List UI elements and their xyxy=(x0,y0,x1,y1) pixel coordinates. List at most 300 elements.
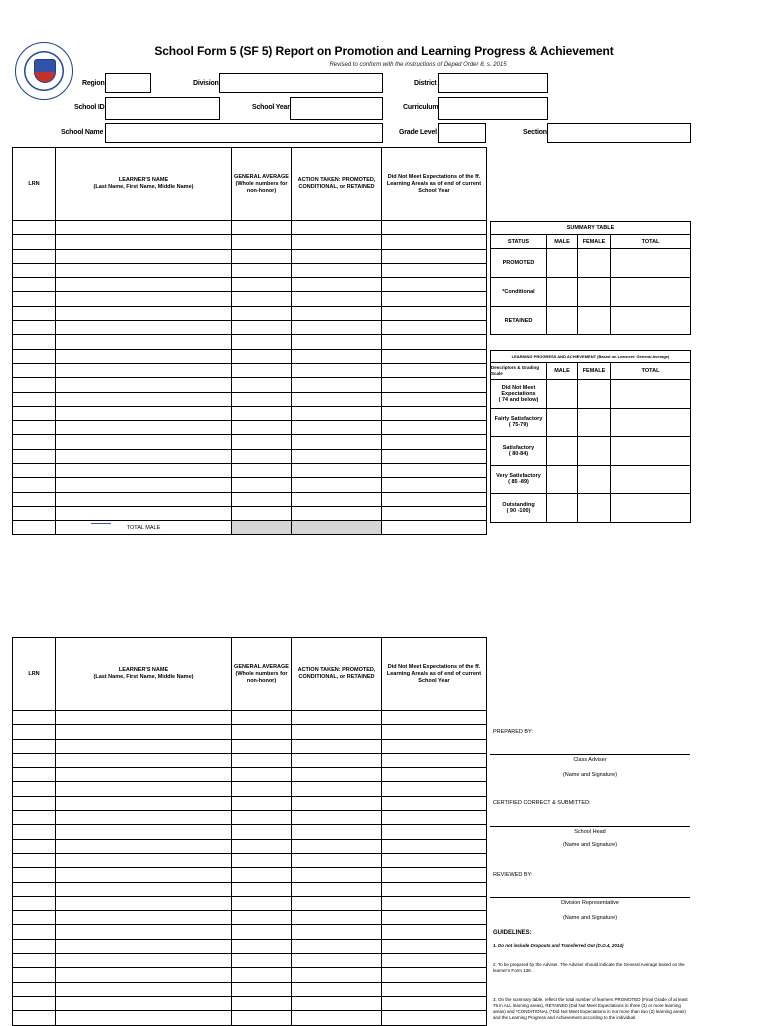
table-cell[interactable] xyxy=(56,378,232,392)
table-cell[interactable] xyxy=(13,925,56,939)
table-cell[interactable] xyxy=(13,363,56,377)
table-cell[interactable] xyxy=(382,1011,487,1025)
rep-signature-line[interactable] xyxy=(490,897,690,898)
table-cell[interactable] xyxy=(56,449,232,463)
table-cell[interactable] xyxy=(292,796,382,810)
table-cell[interactable] xyxy=(56,335,232,349)
table-cell[interactable] xyxy=(292,825,382,839)
table-cell[interactable] xyxy=(232,235,292,249)
table-cell[interactable] xyxy=(232,911,292,925)
summary-cell[interactable] xyxy=(547,249,578,278)
table-cell[interactable] xyxy=(382,292,487,306)
table-cell[interactable] xyxy=(13,249,56,263)
table-cell[interactable] xyxy=(382,739,487,753)
table-cell[interactable] xyxy=(13,1011,56,1025)
table-cell[interactable] xyxy=(232,449,292,463)
summary-row-promoted: PROMOTED xyxy=(491,249,547,278)
table-cell[interactable] xyxy=(56,882,232,896)
progress-title: LEARNING PROGRESS AND ACHIEVEMENT (Based on Learners' General Average) xyxy=(491,351,691,363)
table-cell[interactable] xyxy=(382,982,487,996)
table-cell[interactable] xyxy=(56,954,232,968)
table-cell[interactable] xyxy=(292,711,382,725)
table-cell[interactable] xyxy=(382,435,487,449)
table-cell[interactable] xyxy=(382,406,487,420)
table-cell[interactable] xyxy=(56,363,232,377)
table-cell[interactable] xyxy=(292,406,382,420)
table-cell[interactable] xyxy=(382,954,487,968)
adviser-signature-line[interactable] xyxy=(490,754,690,755)
table-cell[interactable] xyxy=(13,882,56,896)
summary-cell[interactable] xyxy=(547,307,578,335)
table-cell[interactable] xyxy=(232,406,292,420)
table-cell[interactable] xyxy=(292,811,382,825)
table-row xyxy=(13,506,487,520)
region-field[interactable] xyxy=(105,73,151,93)
table-cell[interactable] xyxy=(232,378,292,392)
table-cell[interactable] xyxy=(382,421,487,435)
table-cell[interactable] xyxy=(56,868,232,882)
table-cell[interactable] xyxy=(292,363,382,377)
table-cell[interactable] xyxy=(382,392,487,406)
table-cell[interactable] xyxy=(232,711,292,725)
table-cell[interactable] xyxy=(232,954,292,968)
table-cell[interactable] xyxy=(56,292,232,306)
table-cell[interactable] xyxy=(382,249,487,263)
col-learner-name-text: LEARNER'S NAME (Last Name, First Name, Middle Name) xyxy=(93,667,194,680)
table-cell[interactable] xyxy=(382,853,487,867)
table-cell[interactable] xyxy=(232,321,292,335)
table-cell[interactable] xyxy=(56,796,232,810)
progress-descriptor xyxy=(491,380,547,409)
table-cell[interactable] xyxy=(232,796,292,810)
table-cell[interactable] xyxy=(292,882,382,896)
grade-level-field[interactable] xyxy=(438,123,486,143)
summary-cell[interactable] xyxy=(611,249,691,278)
division-label: Division xyxy=(193,80,219,87)
table-cell[interactable] xyxy=(232,292,292,306)
table-cell[interactable] xyxy=(292,235,382,249)
table-row xyxy=(13,1011,487,1025)
table-cell[interactable] xyxy=(56,968,232,982)
table-cell[interactable] xyxy=(292,378,382,392)
progress-cell[interactable] xyxy=(578,437,611,466)
table-cell[interactable] xyxy=(232,263,292,277)
table-cell[interactable] xyxy=(292,1011,382,1025)
table-cell[interactable] xyxy=(13,435,56,449)
table-cell[interactable] xyxy=(382,506,487,520)
table-cell[interactable] xyxy=(292,753,382,767)
table-cell[interactable] xyxy=(292,768,382,782)
table-cell[interactable] xyxy=(292,725,382,739)
progress-row xyxy=(491,494,691,523)
table-cell[interactable] xyxy=(292,982,382,996)
table-cell[interactable] xyxy=(56,896,232,910)
table-cell[interactable] xyxy=(292,996,382,1010)
school-id-field[interactable] xyxy=(105,97,220,120)
table-row xyxy=(13,982,487,996)
table-cell[interactable] xyxy=(232,882,292,896)
table-cell[interactable] xyxy=(292,421,382,435)
progress-descriptor xyxy=(491,408,547,437)
progress-cell[interactable] xyxy=(578,408,611,437)
table-cell[interactable] xyxy=(56,925,232,939)
table-cell[interactable] xyxy=(382,711,487,725)
table-cell[interactable] xyxy=(13,292,56,306)
table-cell[interactable] xyxy=(232,725,292,739)
table-cell[interactable] xyxy=(382,811,487,825)
table-cell[interactable] xyxy=(13,492,56,506)
district-field[interactable] xyxy=(438,73,548,93)
table-cell[interactable] xyxy=(13,449,56,463)
table-row xyxy=(13,235,487,249)
table-cell[interactable] xyxy=(56,421,232,435)
table-cell[interactable] xyxy=(382,782,487,796)
table-cell[interactable] xyxy=(292,782,382,796)
table-cell[interactable] xyxy=(232,464,292,478)
table-cell[interactable] xyxy=(232,982,292,996)
table-cell[interactable] xyxy=(56,768,232,782)
table-cell[interactable] xyxy=(13,868,56,882)
table-cell[interactable] xyxy=(232,868,292,882)
summary-cell[interactable] xyxy=(578,249,611,278)
table-cell[interactable] xyxy=(56,825,232,839)
table-cell[interactable] xyxy=(382,306,487,320)
progress-cell[interactable] xyxy=(611,494,691,523)
table-cell[interactable] xyxy=(292,306,382,320)
table-cell[interactable] xyxy=(13,478,56,492)
school-year-field[interactable] xyxy=(290,97,383,120)
table-cell[interactable] xyxy=(292,321,382,335)
table-cell[interactable] xyxy=(13,263,56,277)
summary-cell[interactable] xyxy=(578,307,611,335)
table-cell[interactable] xyxy=(13,335,56,349)
summary-col-female: FEMALE xyxy=(578,235,611,249)
table-cell[interactable] xyxy=(292,349,382,363)
table-cell[interactable] xyxy=(56,839,232,853)
table-cell[interactable] xyxy=(232,1011,292,1025)
table-cell[interactable] xyxy=(56,306,232,320)
table-cell[interactable] xyxy=(232,492,292,506)
table-cell[interactable] xyxy=(56,939,232,953)
table-cell[interactable] xyxy=(382,939,487,953)
progress-cell[interactable] xyxy=(578,494,611,523)
table-cell[interactable] xyxy=(292,939,382,953)
table-cell[interactable] xyxy=(232,925,292,939)
table-cell[interactable] xyxy=(13,278,56,292)
table-cell[interactable] xyxy=(13,306,56,320)
table-cell[interactable] xyxy=(56,435,232,449)
table-cell[interactable] xyxy=(292,896,382,910)
table-cell[interactable] xyxy=(232,435,292,449)
table-cell[interactable] xyxy=(13,235,56,249)
progress-cell[interactable] xyxy=(547,437,578,466)
table-cell[interactable] xyxy=(56,392,232,406)
table-cell[interactable] xyxy=(13,753,56,767)
table-cell[interactable] xyxy=(382,335,487,349)
table-cell[interactable] xyxy=(13,321,56,335)
table-cell[interactable] xyxy=(232,363,292,377)
descriptor-name: Did Not Meet Expectations xyxy=(501,384,536,397)
table-cell[interactable] xyxy=(382,725,487,739)
table-cell[interactable] xyxy=(13,221,56,235)
table-cell[interactable] xyxy=(56,492,232,506)
table-cell[interactable] xyxy=(292,954,382,968)
table-cell[interactable] xyxy=(232,753,292,767)
table-cell[interactable] xyxy=(13,406,56,420)
table-cell[interactable] xyxy=(292,292,382,306)
table-cell[interactable] xyxy=(13,768,56,782)
table-cell[interactable] xyxy=(232,853,292,867)
summary-col-status: STATUS xyxy=(491,235,547,249)
table-cell[interactable] xyxy=(56,996,232,1010)
table-cell[interactable] xyxy=(292,968,382,982)
progress-row xyxy=(491,408,691,437)
guideline-2: 2. To be prepared by the Adviser. The Adviser should indicate the General Average based on the learner's Form 138. xyxy=(493,962,685,973)
table-cell[interactable] xyxy=(382,839,487,853)
table-cell[interactable] xyxy=(382,492,487,506)
guideline-1: 1. Do not include Dropouts and Transferred Out (D.O.4, 2014) xyxy=(493,943,624,948)
section-field[interactable] xyxy=(547,123,691,143)
region-label: Region xyxy=(82,80,105,87)
table-cell[interactable] xyxy=(56,278,232,292)
table-cell[interactable] xyxy=(232,996,292,1010)
table-cell[interactable] xyxy=(382,349,487,363)
table-cell[interactable] xyxy=(292,492,382,506)
table-cell[interactable] xyxy=(382,911,487,925)
table-cell[interactable] xyxy=(232,768,292,782)
table-cell[interactable] xyxy=(292,464,382,478)
table-row xyxy=(13,464,487,478)
table-cell[interactable] xyxy=(232,968,292,982)
table-cell[interactable] xyxy=(382,882,487,896)
table-cell[interactable] xyxy=(56,221,232,235)
table-cell[interactable] xyxy=(56,263,232,277)
table-cell[interactable] xyxy=(13,996,56,1010)
table-cell[interactable] xyxy=(382,278,487,292)
table-cell[interactable] xyxy=(13,464,56,478)
table-cell[interactable] xyxy=(56,321,232,335)
table-cell[interactable] xyxy=(13,911,56,925)
table-cell[interactable] xyxy=(232,349,292,363)
table-cell[interactable] xyxy=(56,811,232,825)
table-cell[interactable] xyxy=(56,1011,232,1025)
table-cell[interactable] xyxy=(292,868,382,882)
table-cell[interactable] xyxy=(292,911,382,925)
form-title: School Form 5 (SF 5) Report on Promotion and Learning Progress & Achievement xyxy=(154,44,614,58)
table-cell[interactable] xyxy=(382,825,487,839)
table-cell[interactable] xyxy=(13,725,56,739)
table-cell[interactable] xyxy=(232,221,292,235)
table-cell[interactable] xyxy=(232,335,292,349)
reviewed-by-label: REVIEWED BY: xyxy=(493,872,533,878)
table-cell[interactable] xyxy=(13,739,56,753)
head-name-sig: (Name and Signature) xyxy=(562,842,618,848)
progress-cell[interactable] xyxy=(578,465,611,494)
table-cell[interactable] xyxy=(13,968,56,982)
table-cell[interactable] xyxy=(232,825,292,839)
descriptor-name: Very Satisfactory xyxy=(496,473,541,480)
table-cell[interactable] xyxy=(382,478,487,492)
table-cell[interactable] xyxy=(382,968,487,982)
col-action-taken: ACTION TAKEN: PROMOTED, CONDITIONAL, or RETAINED xyxy=(292,148,382,221)
table-cell[interactable] xyxy=(13,421,56,435)
rep-name-sig: (Name and Signature) xyxy=(562,915,618,921)
table-cell[interactable] xyxy=(56,249,232,263)
table-cell[interactable] xyxy=(232,306,292,320)
table-cell[interactable] xyxy=(232,782,292,796)
table-cell[interactable] xyxy=(13,782,56,796)
progress-cell[interactable] xyxy=(547,380,578,409)
table-row xyxy=(13,249,487,263)
table-row xyxy=(13,435,487,449)
table-cell[interactable] xyxy=(292,335,382,349)
descriptor-name: Fairly Satisfactory xyxy=(494,416,543,423)
total-underline xyxy=(91,523,111,524)
table-cell[interactable] xyxy=(56,406,232,420)
table-cell[interactable] xyxy=(13,839,56,853)
section-label: Section xyxy=(523,129,547,136)
table-cell[interactable] xyxy=(292,449,382,463)
guideline-3: 3. On the summary table, reflect the total number of learners PROMOTED (Final Grade of at least 75 in ALL learning areas), RETAINED (Did Not Meet Expectations in three (3) or more learning areas) and *CONDITIONAL (*Did Not Meet Expectations in not more than two (2) learning areas) and the Learning Progress and Achievement according to the individual xyxy=(493,997,688,1020)
certified-label: CERTIFIED CORRECT & SUBMITTED: xyxy=(493,800,591,806)
table-cell[interactable] xyxy=(292,478,382,492)
table-cell[interactable] xyxy=(13,811,56,825)
table-cell[interactable] xyxy=(56,853,232,867)
progress-row xyxy=(491,437,691,466)
table-cell[interactable] xyxy=(232,811,292,825)
table-cell[interactable] xyxy=(56,711,232,725)
progress-cell[interactable] xyxy=(611,437,691,466)
table-cell[interactable] xyxy=(56,753,232,767)
progress-cell[interactable] xyxy=(611,408,691,437)
table-cell[interactable] xyxy=(13,378,56,392)
table-cell[interactable] xyxy=(382,378,487,392)
table-cell[interactable] xyxy=(232,478,292,492)
table-cell[interactable] xyxy=(13,939,56,953)
prepared-by-label: PREPARED BY: xyxy=(493,729,533,735)
table-cell[interactable] xyxy=(292,435,382,449)
learner-table-top xyxy=(12,147,487,535)
progress-cell[interactable] xyxy=(611,380,691,409)
table-cell[interactable] xyxy=(292,506,382,520)
table-cell[interactable] xyxy=(56,782,232,796)
table-cell[interactable] xyxy=(382,796,487,810)
progress-cell[interactable] xyxy=(547,465,578,494)
table-cell[interactable] xyxy=(382,321,487,335)
table-cell[interactable] xyxy=(382,768,487,782)
table-cell[interactable] xyxy=(56,464,232,478)
table-cell[interactable] xyxy=(292,925,382,939)
table-cell[interactable] xyxy=(13,506,56,520)
table-cell[interactable] xyxy=(382,996,487,1010)
table-cell[interactable] xyxy=(292,739,382,753)
table-cell[interactable] xyxy=(56,349,232,363)
curriculum-field[interactable] xyxy=(438,97,548,120)
table-cell[interactable] xyxy=(13,349,56,363)
table-cell[interactable] xyxy=(56,478,232,492)
descriptor-name: Satisfactory xyxy=(502,444,535,451)
table-cell[interactable] xyxy=(292,278,382,292)
table-cell[interactable] xyxy=(382,235,487,249)
table-cell[interactable] xyxy=(232,839,292,853)
table-cell[interactable] xyxy=(382,464,487,478)
summary-cell[interactable] xyxy=(611,278,691,307)
table-cell[interactable] xyxy=(292,249,382,263)
curriculum-label: Curriculum xyxy=(403,104,439,111)
table-cell[interactable] xyxy=(56,506,232,520)
table-cell[interactable] xyxy=(232,421,292,435)
table-cell[interactable] xyxy=(382,753,487,767)
table-cell[interactable] xyxy=(232,278,292,292)
table-cell[interactable] xyxy=(56,982,232,996)
col-lrn: LRN xyxy=(13,638,56,711)
summary-row-conditional: *Conditional xyxy=(491,278,547,307)
table-cell[interactable] xyxy=(56,725,232,739)
table-cell[interactable] xyxy=(56,911,232,925)
table-cell[interactable] xyxy=(13,954,56,968)
table-row xyxy=(13,968,487,982)
summary-cell[interactable] xyxy=(547,278,578,307)
table-cell[interactable] xyxy=(13,392,56,406)
table-row xyxy=(13,954,487,968)
head-signature-line[interactable] xyxy=(490,826,690,827)
table-cell[interactable] xyxy=(382,868,487,882)
progress-descriptor xyxy=(491,465,547,494)
progress-cell[interactable] xyxy=(578,380,611,409)
summary-row-retained: RETAINED xyxy=(491,307,547,335)
table-cell[interactable] xyxy=(13,896,56,910)
division-field[interactable] xyxy=(219,73,383,93)
table-cell[interactable] xyxy=(292,221,382,235)
table-cell[interactable] xyxy=(13,982,56,996)
table-cell[interactable] xyxy=(382,925,487,939)
table-cell[interactable] xyxy=(382,363,487,377)
grade-level-label: Grade Level xyxy=(399,129,437,136)
table-cell[interactable] xyxy=(232,896,292,910)
progress-row xyxy=(491,380,691,409)
progress-cell[interactable] xyxy=(611,465,691,494)
table-cell[interactable] xyxy=(232,506,292,520)
table-cell[interactable] xyxy=(292,263,382,277)
table-cell[interactable] xyxy=(382,263,487,277)
table-cell[interactable] xyxy=(13,711,56,725)
table-cell[interactable] xyxy=(292,853,382,867)
table-cell[interactable] xyxy=(232,249,292,263)
table-row xyxy=(13,811,487,825)
summary-cell[interactable] xyxy=(578,278,611,307)
table-cell[interactable] xyxy=(56,739,232,753)
table-cell[interactable] xyxy=(232,739,292,753)
table-cell[interactable] xyxy=(292,839,382,853)
table-cell[interactable] xyxy=(13,796,56,810)
table-cell[interactable] xyxy=(382,449,487,463)
table-cell[interactable] xyxy=(232,939,292,953)
school-name-field[interactable] xyxy=(105,123,383,143)
table-row xyxy=(13,335,487,349)
table-cell[interactable] xyxy=(232,392,292,406)
table-cell[interactable] xyxy=(292,392,382,406)
table-cell[interactable] xyxy=(56,235,232,249)
table-cell[interactable] xyxy=(382,221,487,235)
progress-cell[interactable] xyxy=(547,408,578,437)
summary-cell[interactable] xyxy=(611,307,691,335)
form-subtitle: Revised to conform with the instructions of Deped Order 8, s. 2015 xyxy=(329,62,507,68)
col-general-average: GENERAL AVERAGE (Whole numbers for non-honor) xyxy=(232,148,292,221)
table-cell[interactable] xyxy=(382,896,487,910)
table-cell[interactable] xyxy=(13,853,56,867)
table-cell[interactable] xyxy=(13,825,56,839)
progress-cell[interactable] xyxy=(547,494,578,523)
